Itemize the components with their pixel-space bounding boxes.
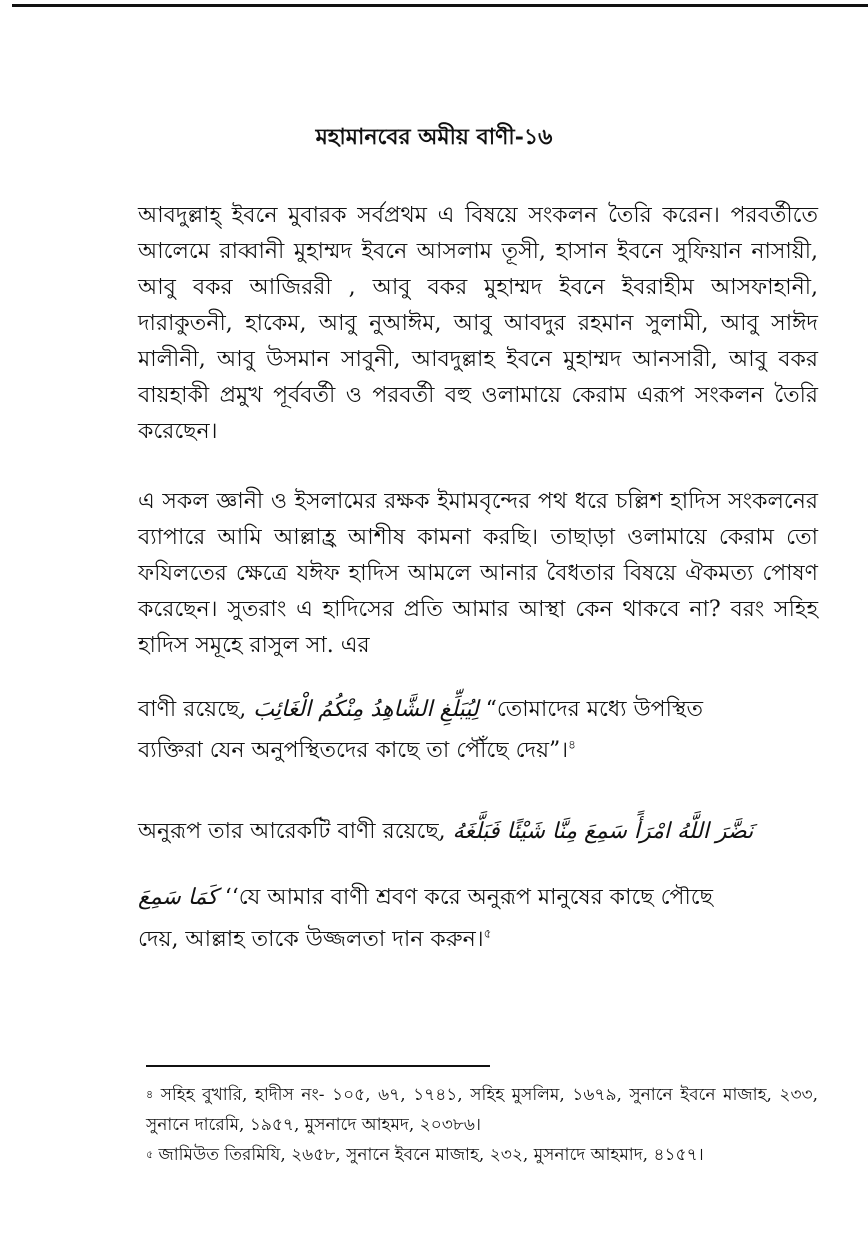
footnote-text: সহিহ বুখারি, হাদীস নং- ১০৫, ৬৭, ১৭৪১, সহিহ মুসলিম, ১৬৭৯, সুনানে ইবনে মাজাহ, ২৩৩, সুনানে দারেমি, ১৯৫৭, মুসনাদে আহমদ, ২০৩৮৬। bbox=[146, 1085, 819, 1135]
page-title: মহামানবের অমীয় বাণী-১৬ bbox=[315, 124, 553, 150]
footnote-5 bbox=[146, 1140, 818, 1170]
footnote-divider bbox=[146, 1065, 490, 1067]
hadith1-prefix: বাণী রয়েছে, bbox=[138, 697, 247, 722]
hadith1-line2 bbox=[138, 733, 818, 770]
paragraph-text: আবদুল্লাহ্ ইবনে মুবারক সর্বপ্রথম এ বিষয়ে সংকলন তৈরি করেন। পরবর্তীতে আলেমে রাব্বানী মুহাম্মদ ইবনে আসলাম তূসী, হাসান ইবনে সুফিয়ান নাসায়ী, আবু বকর আজিররী , আবু বকর মুহাম্মদ ইবনে ইবরাহীম আসফাহানী, দারাকুতনী, হাকেম, আবু নুআঈম, আবু আবদুর রহমান সুলামী, আবু সাঈদ মালীনী, আবু উসমান সাবুনী, আবদুল্লাহ ইবনে মুহাম্মদ আনসারী, আবু বকর বায়হাকী প্রমুখ পূর্ববর্তী ও পরবর্তী বহু ওলামায়ে কেরাম এরূপ সংকলন তৈরি করেছেন। bbox=[138, 203, 818, 444]
paragraph-compilers bbox=[138, 198, 818, 450]
paragraph-forty-hadith bbox=[138, 484, 818, 664]
paragraph-text: এ সকল জ্ঞানী ও ইসলামের রক্ষক ইমামবৃন্দের পথ ধরে চল্লিশ হাদিস সংকলনের ব্যাপারে আমি আল্লাহ্র আশীষ কামনা করছি। তাছাড়া ওলামায়ে কেরাম তো ফযিলতের ক্ষেত্রে যঈফ হাদিস আমলে আনার বৈধতার বিষয়ে ঐকমত্য পোষণ করেছেন। সুতরাং এ হাদিসের প্রতি আমার আস্থা কেন থাকবে না? বরং সহিহ হাদিস সমূহে রাসুল সা. এর bbox=[138, 489, 818, 658]
hadith2-line1 bbox=[138, 814, 818, 851]
hadith2-arabic-part1: نَضَّرَ اللَّهُ امْرَأً سَمِعَ مِنَّا شَيْئًا فَبَلَّغَهُ bbox=[452, 819, 754, 844]
hadith1-arabic: لِيُبَلِّغِ الشَّاهِدُ مِنْكُمُ الْغَائِبَ bbox=[253, 697, 479, 722]
hadith2-prefix: অনুরূপ তার আরেকটি বাণী রয়েছে, bbox=[138, 819, 446, 844]
hadith2-line2 bbox=[138, 880, 818, 917]
hadith2-translation-end: দেয়, আল্লাহ তাকে উজ্জলতা দান করুন। bbox=[138, 927, 484, 952]
hadith1-translation-end: ব্যক্তিরা যেন অনুপস্থিতদের কাছে তা পৌঁছে দেয়”। bbox=[138, 738, 569, 763]
footnote-text: জামিউত তিরমিযি, ২৬৫৮, সুনানে ইবনে মাজাহ, ২৩২, মুসনাদে আহমাদ, ৪১৫৭। bbox=[158, 1145, 704, 1165]
hadith1-line1 bbox=[138, 692, 818, 729]
top-border-line bbox=[12, 4, 868, 7]
footnote-ref-4: ৪ bbox=[568, 737, 576, 752]
hadith2-translation-start: ‘‘যে আমার বাণী শ্রবণ করে অনুরূপ মানুষের কাছে পৌছে bbox=[224, 885, 713, 910]
footnote-mark: ৫ bbox=[146, 1148, 154, 1161]
footnotes bbox=[146, 1080, 818, 1170]
footnote-mark: ৪ bbox=[146, 1088, 154, 1101]
footnote-ref-5: ৫ bbox=[483, 926, 492, 941]
hadith1-translation-start: “তোমাদের মধ্যে উপস্থিত bbox=[485, 697, 703, 722]
hadith2-line3 bbox=[138, 922, 818, 959]
hadith2-arabic-part2: كَمَا سَمِعَ bbox=[138, 885, 218, 910]
footnote-4 bbox=[146, 1080, 818, 1140]
